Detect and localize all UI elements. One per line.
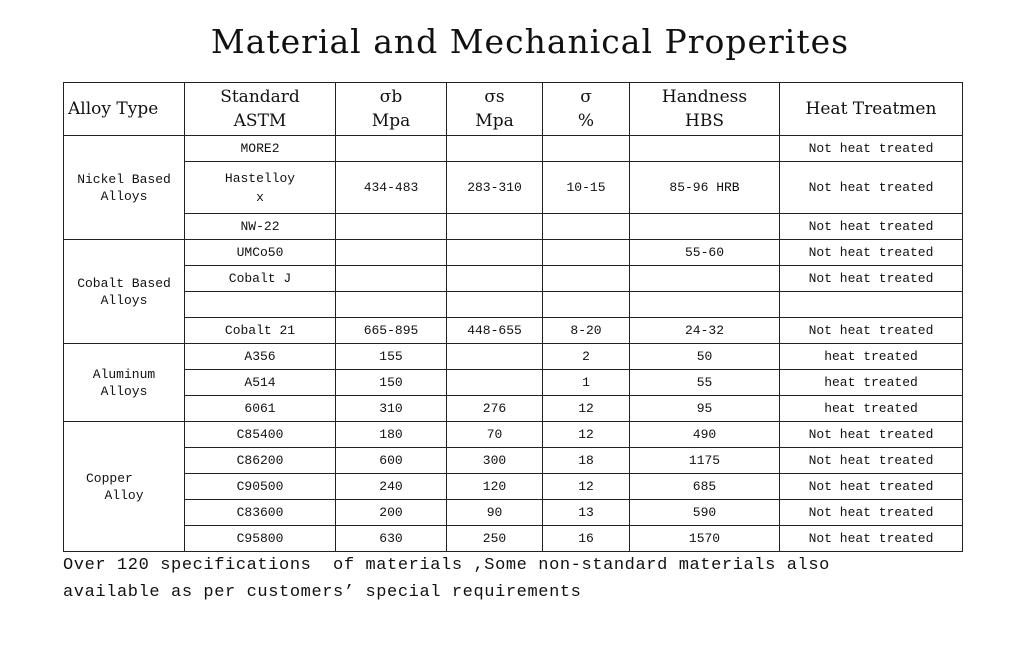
cell-yield: 448-655 [447,318,543,344]
table-row [64,266,963,292]
cell-heat: heat treated [780,396,963,422]
table-row [64,474,963,500]
cell-elongation [543,292,630,318]
cell-hardness: 490 [630,422,780,448]
cell-tensile: 200 [336,500,447,526]
cell-heat: Not heat treated [780,474,963,500]
group-copper [64,422,185,552]
cell-elongation: 12 [543,422,630,448]
cell-yield [447,266,543,292]
cell-tensile: 150 [336,370,447,396]
cell-heat: heat treated [780,370,963,396]
cell-elongation: 10-15 [543,162,630,214]
cell-hardness: 85-96 HRB [630,162,780,214]
cell-tensile [336,266,447,292]
cell-heat: Not heat treated [780,448,963,474]
cell-standard [185,292,336,318]
cell-elongation [543,240,630,266]
cell-tensile: 665-895 [336,318,447,344]
table-row [64,448,963,474]
header-elongation-line1: σ [580,87,592,107]
cell-heat: Not heat treated [780,214,963,240]
cell-hardness [630,292,780,318]
cell-hardness [630,266,780,292]
cell-standard: C95800 [185,526,336,552]
header-elongation-line2: % [577,111,595,131]
table-row [64,396,963,422]
cell-heat [780,292,963,318]
group-cobalt-line2: Alloys [100,292,148,308]
table-row [64,318,963,344]
table-row [64,500,963,526]
cell-hardness [630,214,780,240]
cell-yield: 120 [447,474,543,500]
header-alloy-type: Alloy Type [64,83,185,136]
cell-heat: Not heat treated [780,318,963,344]
cell-yield: 276 [447,396,543,422]
cell-hardness [630,136,780,162]
cell-hardness: 685 [630,474,780,500]
header-yield [447,83,543,136]
cell-heat: Not heat treated [780,240,963,266]
cell-hardness: 1175 [630,448,780,474]
header-elongation [543,83,630,136]
cell-tensile [336,240,447,266]
table-header-row [64,83,963,136]
cell-elongation: 8-20 [543,318,630,344]
properties-table [63,82,963,552]
header-tensile-line2: Mpa [371,111,411,131]
cell-tensile [336,136,447,162]
cell-yield [447,370,543,396]
cell-tensile: 310 [336,396,447,422]
cell-hardness: 55 [630,370,780,396]
header-heat-treatment: Heat Treatmen [780,83,963,136]
header-hardness-line2: HBS [685,111,724,131]
cell-tensile: 434-483 [336,162,447,214]
footer-line1: Over 120 specifications of materials ,Some non-standard materials also [63,556,830,575]
cell-elongation: 2 [543,344,630,370]
group-nickel-line2: Alloys [100,188,148,204]
table-row [64,240,963,266]
footer-line2: available as per customers’ special requirements [63,583,582,602]
cell-elongation [543,266,630,292]
group-aluminum-line1: Aluminum [92,366,156,382]
cell-standard: C83600 [185,500,336,526]
cell-hardness: 55-60 [630,240,780,266]
cell-elongation: 18 [543,448,630,474]
cell-standard: C86200 [185,448,336,474]
cell-elongation: 12 [543,474,630,500]
group-copper-line1: Copper [86,470,133,486]
cell-yield [447,344,543,370]
cell-standard: MORE2 [185,136,336,162]
cell-heat: Not heat treated [780,266,963,292]
group-copper-line2: Alloy [104,487,144,503]
group-cobalt-line1: Cobalt Based [77,275,171,291]
cell-yield [447,214,543,240]
group-nickel [64,136,185,240]
cell-yield: 300 [447,448,543,474]
cell-tensile [336,214,447,240]
cell-standard: Cobalt 21 [185,318,336,344]
cell-elongation: 12 [543,396,630,422]
cell-standard: A356 [185,344,336,370]
cell-hardness: 50 [630,344,780,370]
group-aluminum [64,344,185,422]
header-hardness [630,83,780,136]
table-row [64,526,963,552]
cell-standard: UMCo50 [185,240,336,266]
cell-elongation: 13 [543,500,630,526]
cell-standard: A514 [185,370,336,396]
cell-elongation [543,214,630,240]
cell-elongation [543,136,630,162]
table-row [64,136,963,162]
cell-heat: Not heat treated [780,500,963,526]
header-tensile-line1: σb [379,87,403,107]
cell-standard: NW-22 [185,214,336,240]
cell-standard-line2: x [256,189,264,205]
header-standard-line2: ASTM [233,111,287,131]
header-standard [185,83,336,136]
cell-yield: 90 [447,500,543,526]
table-row [64,344,963,370]
cell-standard [185,162,336,214]
header-standard-line1: Standard [220,87,300,107]
cell-standard: 6061 [185,396,336,422]
cell-yield [447,136,543,162]
cell-yield [447,292,543,318]
cell-elongation: 16 [543,526,630,552]
cell-standard: C90500 [185,474,336,500]
header-hardness-line1: Handness [661,87,748,107]
cell-tensile: 630 [336,526,447,552]
header-tensile [336,83,447,136]
cell-hardness: 590 [630,500,780,526]
cell-heat: Not heat treated [780,136,963,162]
table-row [64,422,963,448]
table-row [64,370,963,396]
cell-standard-line1: Hastelloy [224,170,296,186]
header-yield-line1: σs [484,87,505,107]
footer-note [63,552,983,606]
cell-hardness: 95 [630,396,780,422]
cell-yield: 250 [447,526,543,552]
cell-heat: heat treated [780,344,963,370]
cell-tensile: 240 [336,474,447,500]
group-cobalt [64,240,185,344]
table-row [64,162,963,214]
cell-hardness: 1570 [630,526,780,552]
cell-tensile: 600 [336,448,447,474]
cell-heat: Not heat treated [780,422,963,448]
table-row-empty [64,292,963,318]
cell-tensile: 155 [336,344,447,370]
cell-heat: Not heat treated [780,162,963,214]
cell-yield: 70 [447,422,543,448]
group-nickel-line1: Nickel Based [77,171,171,187]
cell-hardness: 24-32 [630,318,780,344]
page-title: Material and Mechanical Properites [210,22,850,61]
header-yield-line2: Mpa [475,111,514,131]
cell-tensile [336,292,447,318]
cell-heat: Not heat treated [780,526,963,552]
group-aluminum-line2: Alloys [100,383,148,399]
cell-yield: 283-310 [447,162,543,214]
cell-standard: C85400 [185,422,336,448]
cell-tensile: 180 [336,422,447,448]
table-row [64,214,963,240]
cell-yield [447,240,543,266]
cell-elongation: 1 [543,370,630,396]
cell-standard: Cobalt J [185,266,336,292]
